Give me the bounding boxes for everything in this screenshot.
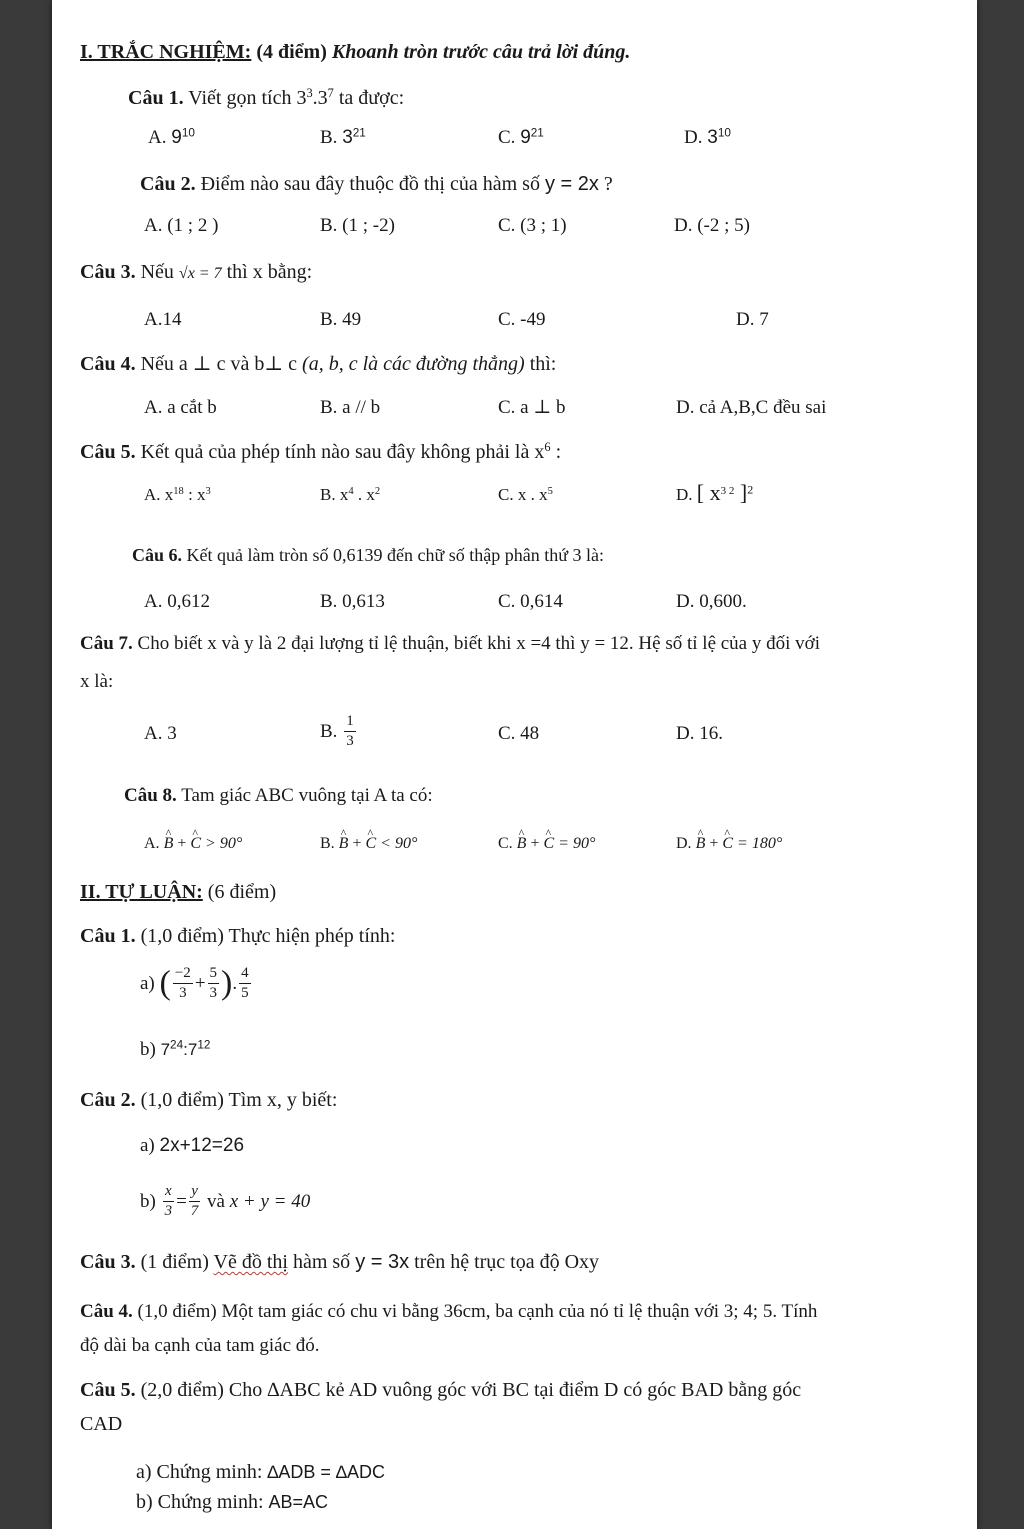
part2-title: II. TỰ LUẬN:	[80, 881, 203, 903]
q6-option-c[interactable]: C. 0,614	[498, 591, 563, 612]
essay-5: Câu 5. (2,0 điểm) Cho ∆ABC kẻ AD vuông góc với BC tại điểm D có góc BAD bằng góc	[80, 1379, 802, 1401]
q6-label: Câu 6.	[132, 545, 183, 565]
part1-instruction: Khoanh tròn trước câu trả lời đúng.	[331, 41, 631, 63]
e4-label: Câu 4.	[80, 1301, 133, 1322]
e2-label: Câu 2.	[80, 1089, 136, 1111]
q7-continuation: x là:	[80, 671, 114, 692]
essay-4: Câu 4. (1,0 điểm) Một tam giác có chu vi bằng 36cm, ba cạnh của nó tỉ lệ thuận với 3; 4; 5. Tính	[80, 1301, 818, 1322]
q7-option-d[interactable]: D. 16.	[676, 723, 723, 744]
question-8: Câu 8. Tam giác ABC vuông tại A ta có:	[124, 785, 433, 806]
question-6: Câu 6. Kết quả làm tròn số 0,6139 đến chữ số thập phân thứ 3 là:	[132, 545, 604, 565]
q3-option-a[interactable]: A.14	[144, 309, 182, 330]
part1-points: (4 điểm)	[251, 41, 332, 63]
q2-option-b[interactable]: B. (1 ; -2)	[320, 215, 395, 236]
q3-option-b[interactable]: B. 49	[320, 309, 362, 330]
question-3: Câu 3. Nếu √x = 7 thì x bằng:	[80, 261, 313, 283]
q4-option-a[interactable]: A. a cắt b	[144, 397, 217, 418]
question-2: Câu 2. Điểm nào sau đây thuộc đồ thị của hàm số y = 2x ?	[140, 173, 613, 195]
q1-option-a[interactable]: A. $9^{10}$	[148, 126, 195, 148]
q6-option-a[interactable]: A. 0,612	[144, 591, 210, 612]
exam-page	[52, 0, 977, 1529]
e5-part-a: a) Chứng minh: ∆ADB = ∆ADC	[136, 1461, 385, 1483]
e2-part-b: b) $\frac{x}{3}$ = $\frac{y}{7}$ và x + y = 40	[140, 1183, 311, 1219]
q2-option-d[interactable]: D. (-2 ; 5)	[674, 215, 750, 236]
e5-label: Câu 5.	[80, 1379, 136, 1401]
q4-option-c[interactable]: C. a ⊥ b	[498, 397, 566, 418]
q7-option-c[interactable]: C. 48	[498, 723, 540, 744]
question-7: Câu 7. Cho biết x và y là 2 đại lượng tỉ lệ thuận, biết khi x =4 thì y = 12. Hệ số tỉ lệ của y đối với	[80, 633, 820, 654]
e5-continuation: CAD	[80, 1413, 123, 1435]
q5-option-c[interactable]: C. x . $x^5$	[498, 485, 553, 504]
essay-3: Câu 3. (1 điểm) Vẽ đồ thị hàm số y = 3x trên hệ trục tọa độ Oxy	[80, 1251, 600, 1273]
q1-label: Câu 1.	[128, 87, 184, 109]
e2-part-a: a) 2x+12=26	[140, 1135, 245, 1156]
q3-condition: √x = 7	[178, 265, 222, 282]
essay-1: Câu 1. (1,0 điểm) Thực hiện phép tính:	[80, 925, 396, 947]
part1-title: I. TRẮC NGHIỆM:	[80, 41, 252, 63]
q5-option-d[interactable]: D. [ $x^{3 2}$ ]$^2$	[676, 480, 754, 505]
q6-option-b[interactable]: B. 0,613	[320, 591, 385, 612]
q8-option-b[interactable]: B. ^ B + ^ C < 90°	[320, 836, 417, 852]
part2-heading: II. TỰ LUẬN: (6 điểm)	[80, 881, 277, 903]
q7-option-b[interactable]: B. $\frac{1}{3}$	[320, 713, 354, 749]
q2-function: y = 2x	[544, 173, 599, 195]
q5-option-a[interactable]: A. $x^{18}$ : $x^3$	[144, 485, 211, 504]
question-1: Câu 1. Viết gọn tích $3^3.3^7$ ta được:	[128, 86, 405, 109]
q8-option-d[interactable]: D. ^ B + ^ C = 180°	[676, 836, 782, 852]
q4-label: Câu 4.	[80, 353, 136, 375]
q4-option-d[interactable]: D. cả A,B,C đều sai	[676, 397, 827, 418]
q1-text: Viết gọn tích	[183, 87, 297, 109]
q8-label: Câu 8.	[124, 785, 177, 806]
q5-option-b[interactable]: B. $x^4$ . $x^2$	[320, 485, 381, 504]
q6-option-d[interactable]: D. 0,600.	[676, 591, 747, 612]
q8-option-a[interactable]: A. ^ B + ^ C > 90°	[144, 836, 242, 852]
e5-part-b: b) Chứng minh: AB=AC	[136, 1491, 329, 1513]
q3-option-d[interactable]: D. 7	[736, 309, 769, 330]
q1-option-d[interactable]: D. $3^{10}$	[684, 126, 731, 148]
q2-option-a[interactable]: A. (1 ; 2 )	[144, 215, 219, 236]
e3-label: Câu 3.	[80, 1251, 136, 1273]
e1-label: Câu 1.	[80, 925, 136, 947]
q1-option-c[interactable]: C. $9^{21}$	[498, 126, 544, 148]
question-4: Câu 4. Nếu a ⊥ c và b⊥ c (a, b, c là các đường thẳng) thì:	[80, 353, 557, 375]
q5-label: Câu 5.	[80, 441, 136, 463]
q7-label: Câu 7.	[80, 633, 133, 654]
e1-part-b: b) $7^{24}:7^{12}$	[140, 1038, 211, 1060]
q1-option-b[interactable]: B. $3^{21}$	[320, 126, 366, 148]
q2-option-c[interactable]: C. (3 ; 1)	[498, 215, 567, 236]
q3-label: Câu 3.	[80, 261, 136, 283]
essay-2: Câu 2. (1,0 điểm) Tìm x, y biết:	[80, 1089, 338, 1111]
e4-continuation: độ dài ba cạnh của tam giác đó.	[80, 1335, 320, 1356]
q1-expr: $3^3.3^7$	[296, 86, 334, 109]
part1-heading	[80, 42, 630, 62]
question-5: Câu 5. Kết quả của phép tính nào sau đây không phải là $x^6$ :	[80, 440, 562, 463]
q7-option-a[interactable]: A. 3	[144, 723, 177, 744]
q4-option-b[interactable]: B. a // b	[320, 397, 381, 418]
q3-option-c[interactable]: C. -49	[498, 309, 546, 330]
e1-part-a: a) ( $\frac{-2}{3}$ + $\frac{5}{3}$ ). $\frac{4}{5}$	[140, 964, 249, 1002]
q2-label: Câu 2.	[140, 173, 196, 195]
q8-option-c[interactable]: C. ^ B + ^ C = 90°	[498, 836, 595, 852]
